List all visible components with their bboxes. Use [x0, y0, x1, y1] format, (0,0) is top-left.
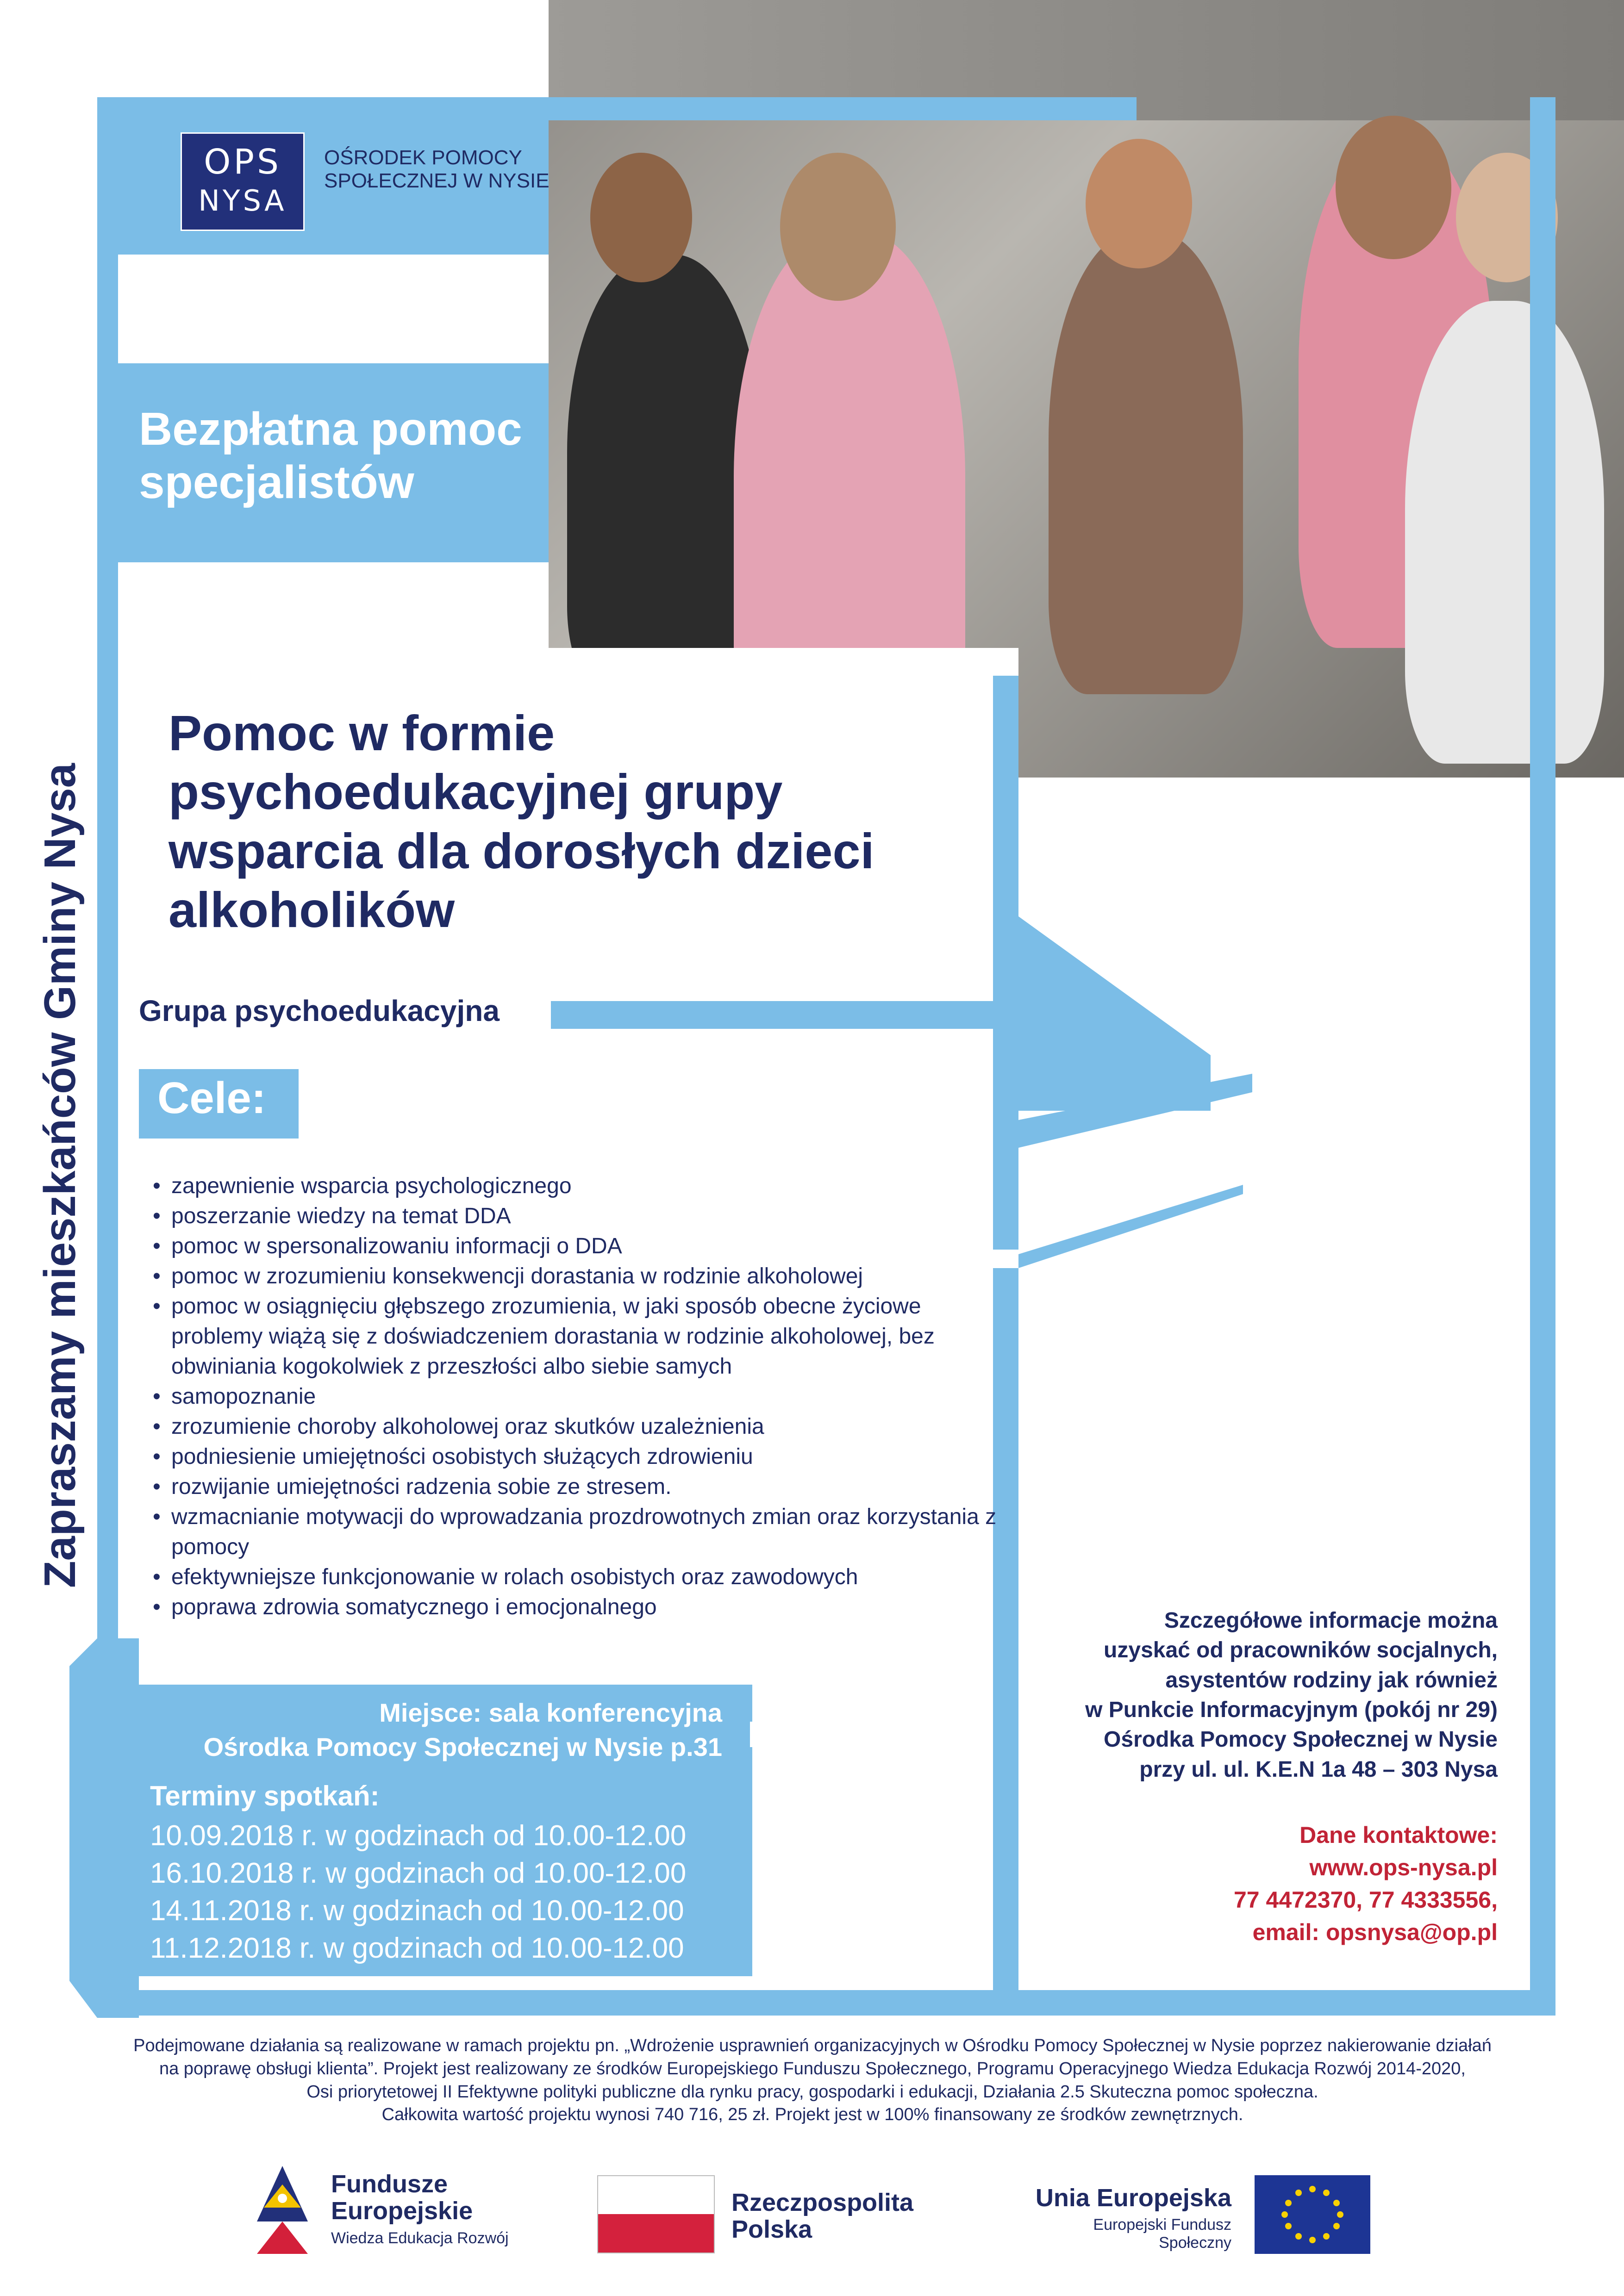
logo-bottom-text: NYSA	[198, 184, 287, 218]
list-item: • poszerzanie wiedzy na temat DDA	[153, 1201, 1005, 1231]
subtitle: Grupa psychoedukacyjna	[139, 994, 500, 1027]
title-cap	[549, 648, 1018, 676]
meeting-place-line2: Ośrodka Pomocy Społecznej w Nysie p.31	[203, 1732, 722, 1761]
footer-line: Całkowita wartość projektu wynosi 740 716, 25 zł. Projekt jest w 100% finansowany ze środków zewnętrznych.	[381, 2105, 1243, 2125]
meeting-terms-label: Terminy spotkań:	[150, 1780, 380, 1811]
vertical-invitation	[28, 713, 93, 1638]
main-title: Pomoc w formie psychoedukacyjnej grupy wsparcia dla dorosłych dzieci alkoholików	[169, 705, 874, 938]
polish-flag-icon	[597, 2175, 715, 2253]
list-item: • poprawa zdrowia somatycznego i emocjonalnego	[153, 1592, 1005, 1622]
fe-line1: Fundusze	[331, 2170, 448, 2198]
info-line: w Punkcie Informacyjnym (pokój nr 29)	[1085, 1697, 1498, 1722]
info-line: Ośrodka Pomocy Społecznej w Nysie	[1104, 1727, 1498, 1752]
organization-name: OŚRODEK POMOCY SPOŁECZNEJ W NYSIE	[324, 146, 550, 193]
list-item: • pomoc w zrozumieniu konsekwencji dorastania w rodzinie alkoholowej	[153, 1261, 1005, 1291]
vertical-invitation-text: Zapraszamy mieszkańców Gminy Nysa	[35, 763, 85, 1588]
fe-line2: Europejskie	[331, 2197, 473, 2225]
meeting-date: 16.10.2018 r. w godzinach od 10.00-12.00	[150, 1857, 687, 1889]
decorative-slabs	[993, 778, 1549, 1472]
contact-phones: 77 4472370, 77 4333556,	[1234, 1887, 1498, 1913]
footer-line: Osi priorytetowej II Efektywne polityki publiczne dla rynku pracy, gospodarki i edukacji, Działania 2.5 Skuteczna pomoc społeczna.	[306, 2082, 1318, 2102]
goals-list	[153, 1171, 1005, 1622]
ops-logo	[181, 132, 305, 231]
meeting-date: 11.12.2018 r. w godzinach od 10.00-12.00	[150, 1932, 684, 1964]
list-item: • samopoznanie	[153, 1381, 1005, 1412]
subtitle-bar	[551, 1001, 1060, 1029]
contact-email[interactable]: email: opsnysa@op.pl	[1252, 1919, 1498, 1945]
logo-top-text: OPS	[204, 142, 281, 182]
logo-unia-europejska	[1028, 2175, 1375, 2259]
contact-website[interactable]: www.ops-nysa.pl	[1309, 1854, 1498, 1880]
goals-heading: Cele:	[157, 1073, 266, 1123]
ue-line2: Europejski Fundusz Społeczny	[1093, 2216, 1231, 2252]
eu-flag-icon	[1255, 2175, 1370, 2254]
headline: Bezpłatna pomoc specjalistów	[139, 403, 522, 508]
contact-label: Dane kontaktowe:	[1299, 1822, 1498, 1848]
list-item: • pomoc w osiągnięciu głębszego zrozumienia, w jaki sposób obecne życiowe problemy wiążą się z doświadczeniem dorastania w rodzinie alkoholowej, bez obwiniania kogokolwiek z przeszłości albo siebie samych	[153, 1291, 1005, 1381]
meeting-place-line1: Miejsce: sala konferencyjna	[379, 1698, 722, 1727]
frame-bottom-bar	[97, 1990, 1555, 2016]
meeting-date: 14.11.2018 r. w godzinach od 10.00-12.00	[150, 1895, 684, 1927]
list-item: • rozwijanie umiejętności radzenia sobie ze stresem.	[153, 1472, 1005, 1502]
info-line: uzyskać od pracowników socjalnych,	[1104, 1638, 1498, 1663]
info-line: asystentów rodziny jak również	[1165, 1668, 1498, 1692]
list-item: • zrozumienie choroby alkoholowej oraz skutków uzależnienia	[153, 1412, 1005, 1442]
fe-emblem-icon	[257, 2166, 308, 2254]
list-item: • podniesienie umiejętności osobistych służących zdrowieniu	[153, 1442, 1005, 1472]
info-line: przy ul. ul. K.E.N 1a 48 – 303 Nysa	[1139, 1757, 1498, 1782]
info-line: Szczegółowe informacje można	[1164, 1608, 1498, 1633]
list-item: • wzmacnianie motywacji do wprowadzania prozdrowotnych zmian oraz korzystania z pomocy	[153, 1502, 1005, 1562]
footer-line: Podejmowane działania są realizowane w ramach projektu pn. „Wdrożenie usprawnień organizacyjnych w Ośrodku Pomocy Społecznej w Nysie poprzez nakierowanie działań	[133, 2036, 1492, 2055]
list-item: • zapewnienie wsparcia psychologicznego	[153, 1171, 1005, 1201]
meeting-place	[120, 1696, 722, 1764]
meeting-tab	[750, 1722, 762, 1747]
logo-rzeczpospolita-polska	[597, 2175, 940, 2254]
headline-gap	[118, 562, 549, 676]
fe-line3: Wiedza Edukacja Rozwój	[331, 2229, 509, 2247]
frame-window-top	[118, 255, 604, 363]
footer-line: na poprawę obsługi klienta”. Projekt jest realizowany ze środków Europejskiego Funduszu Społecznego, Programu Operacyjnego Wiedza Edukacja Rozwój 2014-2020,	[159, 2059, 1466, 2078]
meeting-date: 10.09.2018 r. w godzinach od 10.00-12.00	[150, 1820, 687, 1852]
list-item: • efektywniejsze funkcjonowanie w rolach osobistych oraz zawodowych	[153, 1562, 1005, 1592]
rp-line1: Rzeczpospolita	[731, 2189, 914, 2216]
footer-text	[74, 2035, 1551, 2127]
ue-line1: Unia Europejska	[1035, 2184, 1231, 2212]
rp-line2: Polska	[731, 2215, 812, 2244]
contact-block	[1028, 1819, 1498, 1948]
info-text	[1028, 1606, 1498, 1785]
logo-fundusze-europejskie	[257, 2166, 535, 2259]
meeting-dates	[150, 1817, 686, 1967]
list-item: • pomoc w spersonalizowaniu informacji o DDA	[153, 1231, 1005, 1261]
